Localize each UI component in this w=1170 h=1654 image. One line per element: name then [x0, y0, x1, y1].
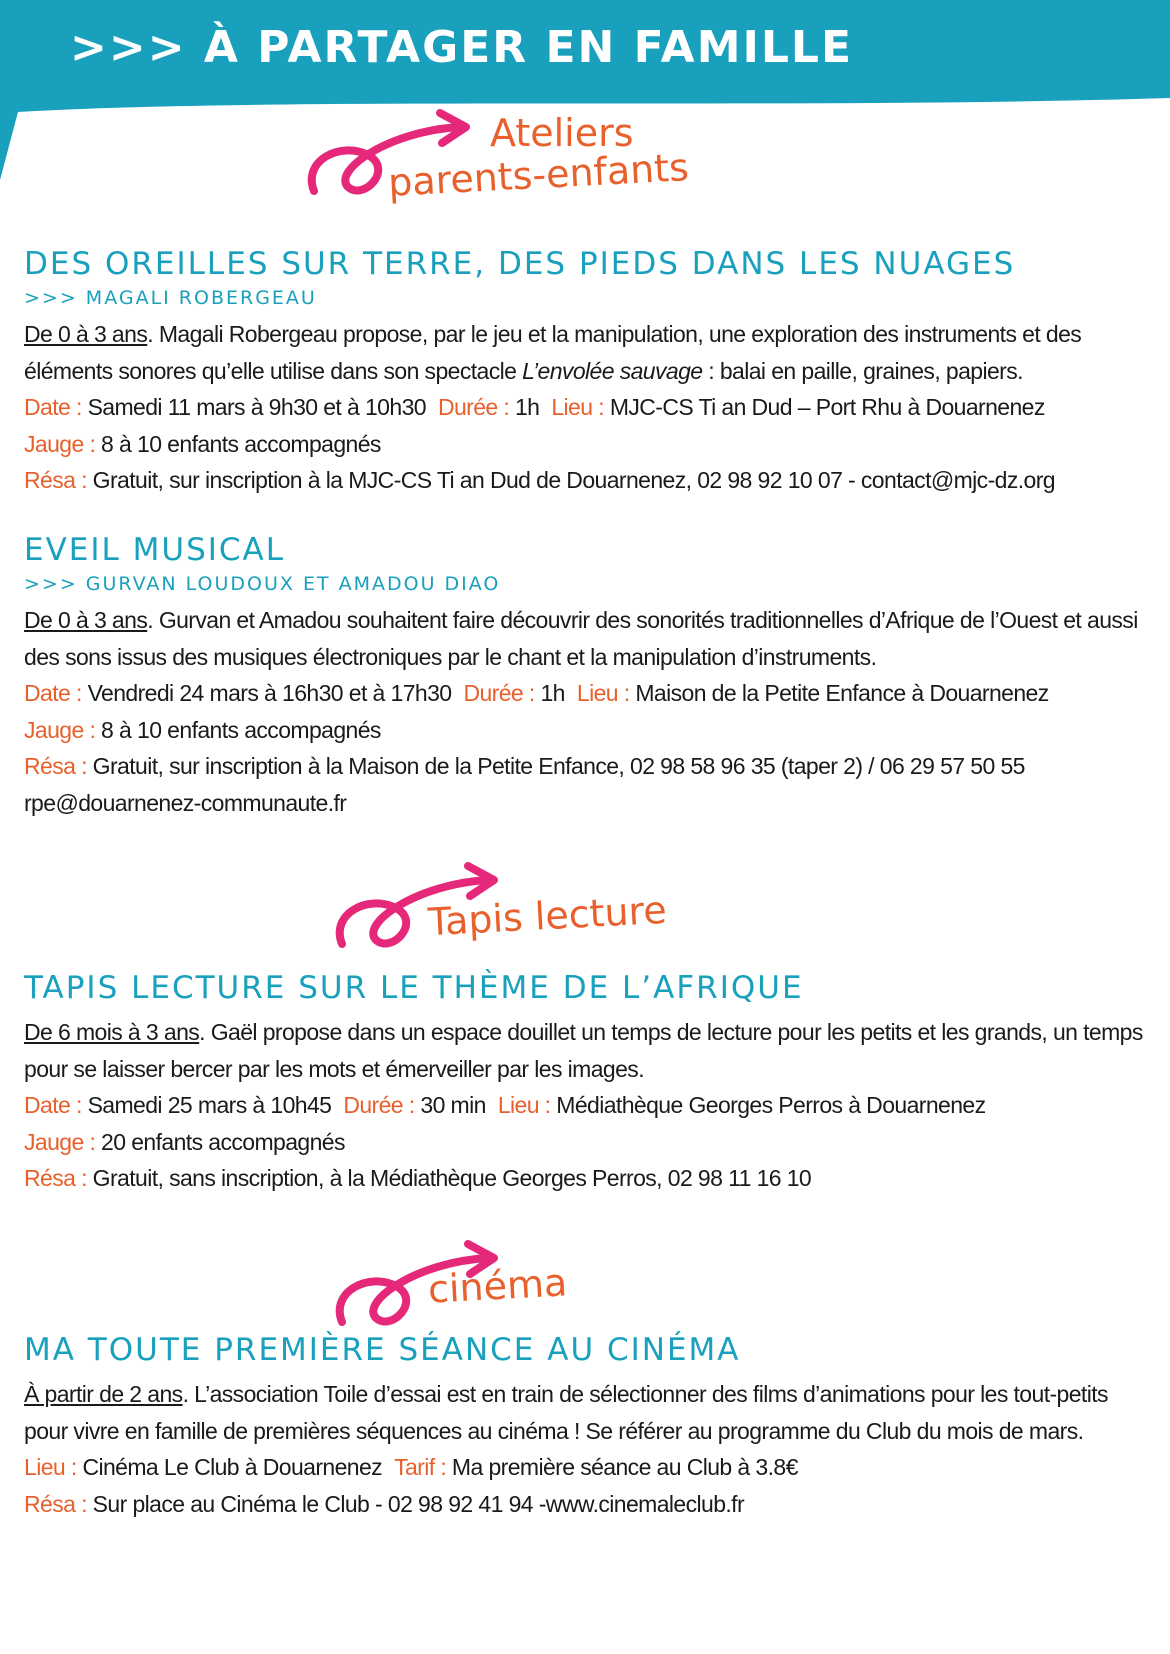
event-tapis-lecture — [24, 968, 1154, 1197]
event-jauge-line — [24, 426, 1154, 463]
duree-label: Durée : — [437, 394, 515, 420]
description-text: . Magali Robergeau propose, par le jeu et la manipulation, une exploration des instruments et des éléments sonores qu’elle utilise dans son spectacle — [24, 321, 1082, 384]
resa-value: Gratuit, sans inscription, à la Médiathèque Georges Perros, 02 98 11 16 10 — [92, 1165, 812, 1191]
resa-label: Résa : — [24, 1490, 93, 1517]
description-text: . L’association Toile d’essai est en train de sélectionner des films d’animations pour les tout-petits pour vivre en famille de premières séquences au cinéma ! Se référer au programme du Club du mois de mars. — [24, 1381, 1108, 1444]
lieu-value: Cinéma Le Club à Douarnenez — [82, 1454, 383, 1480]
event-jauge-line — [24, 1124, 1154, 1161]
lieu-value: MJC-CS Ti an Dud – Port Rhu à Douarnenez — [609, 394, 1045, 420]
event-title: DES OREILLES SUR TERRE, DES PIEDS DANS LES NUAGES — [24, 246, 1016, 282]
jauge-value: 8 à 10 enfants accompagnés — [101, 716, 381, 743]
jauge-value: 20 enfants accompagnés — [101, 1128, 345, 1155]
resa-label: Résa : — [24, 467, 93, 493]
section-label-tapis: Tapis lecture — [427, 887, 668, 945]
date-label: Date : — [24, 680, 88, 706]
event-description — [24, 1376, 1154, 1449]
lieu-label: Lieu : — [576, 680, 636, 706]
section-label-ateliers: Ateliers — [490, 111, 634, 155]
event-description — [24, 1014, 1154, 1087]
resa-value: Gratuit, sur inscription à la MJC-CS Ti an Dud de Douarnenez, 02 98 92 10 07 - contact@mjc-dz.org — [92, 467, 1055, 493]
event-info-line — [24, 1087, 1154, 1124]
lieu-value: Médiathèque Georges Perros à Douarnenez — [556, 1092, 986, 1118]
date-label: Date : — [24, 394, 88, 420]
section-label-parents-enfants: parents-enfants — [387, 145, 690, 205]
event-resa-line — [24, 462, 1154, 499]
section-heading-cinema — [328, 1236, 628, 1336]
event-artist: >>> MAGALI ROBERGEAU — [24, 287, 317, 309]
age-range: De 0 à 3 ans — [24, 607, 148, 633]
duree-label: Durée : — [463, 680, 541, 706]
section-label-cinema: cinéma — [426, 1260, 569, 1312]
section-heading-tapis — [328, 858, 728, 958]
lieu-label: Lieu : — [551, 394, 610, 420]
tarif-label: Tarif : — [394, 1454, 452, 1480]
duree-value: 30 min — [420, 1092, 486, 1118]
description-text: . Gurvan et Amadou souhaitent faire découvrir des sonorités traditionnelles d’Afrique de l’Ouest et aussi des sons issus des musiques électroniques par le chant et la manipulation d’instruments. — [24, 607, 1138, 670]
event-artist: >>> GURVAN LOUDOUX ET AMADOU DIAO — [24, 573, 501, 595]
event-eveil-musical — [24, 530, 1154, 821]
age-range: De 6 mois à 3 ans — [24, 1019, 200, 1045]
jauge-value: 8 à 10 enfants accompagnés — [101, 430, 381, 457]
age-range: À partir de 2 ans — [24, 1381, 183, 1407]
duree-value: 1h — [540, 680, 565, 706]
resa-value: Sur place au Cinéma le Club - 02 98 92 41 94 -www.cinemaleclub.fr — [92, 1490, 745, 1517]
duree-value: 1h — [514, 394, 540, 420]
lieu-label: Lieu : — [24, 1454, 83, 1480]
resa-value: Gratuit, sur inscription à la Maison de la Petite Enfance, 02 98 58 96 35 (taper 2) / 06 29 57 50 55 — [92, 753, 1025, 779]
event-description — [24, 316, 1154, 389]
date-value: Vendredi 24 mars à 16h30 et à 17h30 — [87, 680, 452, 706]
lieu-value: Maison de la Petite Enfance à Douarnenez — [635, 680, 1049, 706]
tarif-value: Ma première séance au Club à 3.8€ — [451, 1454, 798, 1480]
age-range: De 0 à 3 ans — [24, 321, 148, 347]
jauge-label: Jauge : — [24, 1128, 102, 1155]
resa-label: Résa : — [24, 753, 93, 779]
event-info-line — [24, 389, 1154, 426]
resa-label: Résa : — [24, 1165, 93, 1191]
date-label: Date : — [24, 1092, 88, 1118]
event-title: MA TOUTE PREMIÈRE SÉANCE AU CINÉMA — [24, 1332, 741, 1368]
event-resa-line — [24, 1486, 1154, 1523]
description-text-end: : balai en paille, graines, papiers. — [702, 357, 1023, 384]
show-title: L’envolée sauvage — [522, 357, 703, 384]
event-jauge-line — [24, 712, 1154, 749]
event-title: EVEIL MUSICAL — [24, 532, 286, 568]
jauge-label: Jauge : — [24, 716, 102, 743]
event-info-line — [24, 675, 1154, 712]
lieu-label: Lieu : — [497, 1092, 557, 1118]
event-oreilles — [24, 244, 1154, 499]
duree-label: Durée : — [343, 1092, 421, 1118]
description-text: . Gaël propose dans un espace douillet un temps de lecture pour les petits et les grands, un temps pour se laisser bercer par les mots et émerveiller par les images. — [24, 1019, 1143, 1082]
section-heading-ateliers — [300, 105, 720, 205]
event-resa-line — [24, 1160, 1154, 1197]
event-resa-line — [24, 748, 1154, 785]
jauge-label: Jauge : — [24, 430, 102, 457]
event-info-line — [24, 1449, 1154, 1486]
date-value: Samedi 25 mars à 10h45 — [87, 1092, 332, 1118]
event-email: rpe@douarnenez-communaute.fr — [24, 789, 347, 816]
event-description — [24, 602, 1154, 675]
date-value: Samedi 11 mars à 9h30 et à 10h30 — [87, 394, 426, 420]
event-title: TAPIS LECTURE SUR LE THÈME DE L’AFRIQUE — [24, 970, 804, 1006]
page-title: >>> À PARTAGER EN FAMILLE — [70, 22, 854, 73]
event-cinema — [24, 1330, 1154, 1522]
